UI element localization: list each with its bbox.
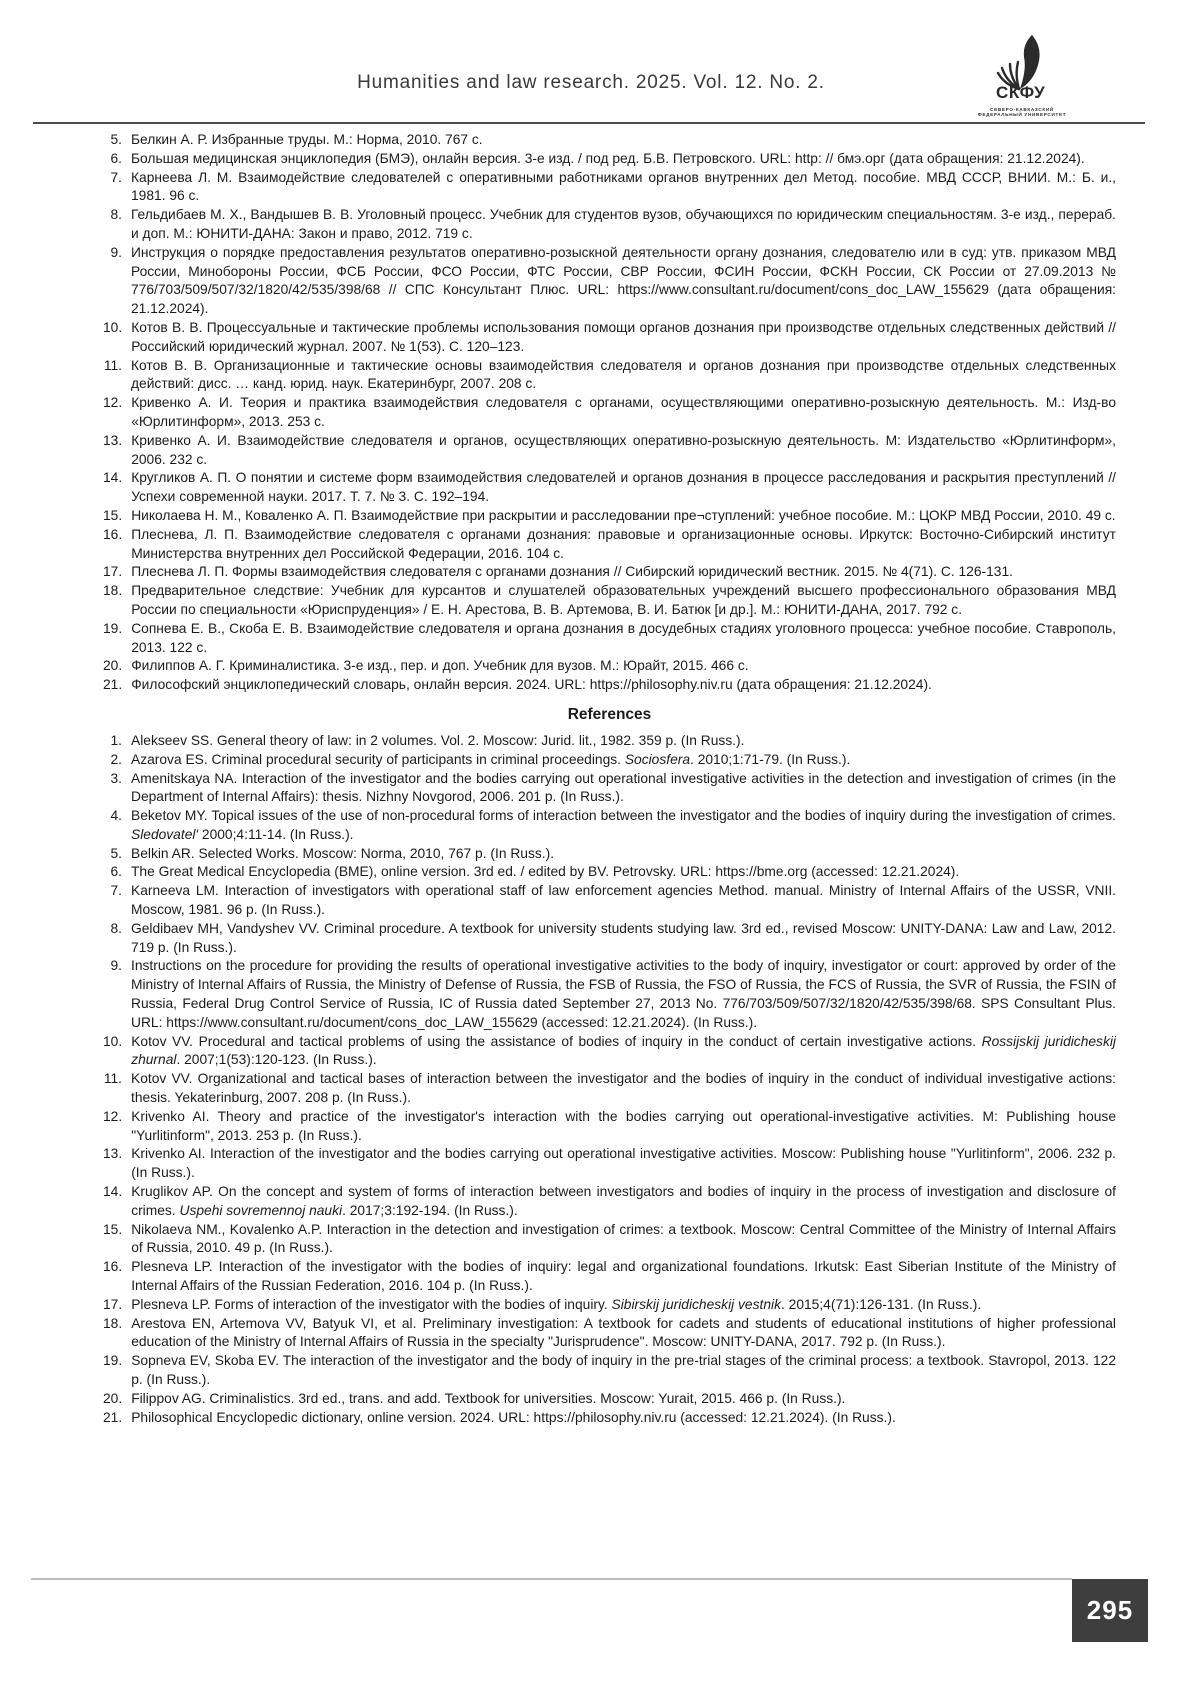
reference-text-segment: Plesneva LP. Interaction of the investigator with the bodies of inquiry: legal and organizational foundations. Irkutsk: East Siberian Institute of the Ministry of Internal Affairs of the Russian Federation, 2016. 104 p. (In Russ.). <box>131 1259 1116 1294</box>
reference-item <box>103 676 1116 695</box>
reference-text-segment: Geldibaev MH, Vandyshev VV. Criminal procedure. A textbook for university students studying law. 3rd ed., revised Moscow: UNITY-DANA: Law and Law, 2012. 719 p. (In Russ.). <box>131 920 1116 955</box>
reference-number: 9. <box>110 958 122 974</box>
reference-item <box>103 1108 1116 1146</box>
reference-number: 12. <box>103 1108 123 1124</box>
reference-item <box>103 582 1116 620</box>
reference-text <box>131 657 1116 676</box>
reference-text-segment: Plesneva LP. Forms of interaction of the investigator with the bodies of inquiry. <box>131 1296 612 1312</box>
reference-number: 10. <box>103 319 123 335</box>
reference-text <box>131 1352 1116 1390</box>
reference-text <box>131 582 1116 620</box>
reference-text-segment: . 2017;3:192-194. (In Russ.). <box>342 1202 518 1218</box>
reference-text <box>131 676 1116 695</box>
reference-text <box>131 770 1116 808</box>
reference-number: 5. <box>110 132 122 147</box>
reference-text-segment: . 2015;4(71):126-131. (In Russ.). <box>780 1296 982 1312</box>
reference-text <box>131 150 1116 169</box>
reference-number: 14. <box>103 470 123 486</box>
reference-item <box>103 432 1116 470</box>
reference-text-segment: Instructions on the procedure for providing the results of operational investigative activities to the body of inquiry, investigator or court: approved by order of the Ministry of Internal Affairs of Russia, the Ministry of Defense of Russia, the FSB of Russia, the FSO of Russia, the FCS of Russia, the SVR of Russia, the FSIN of Russia, Federal Drug Control Service of Russia, IC of Russia dated September 27, 2013 No. 776/703/509/507/32/1820/42/535/398/68. SPS Consultant Plus. URL: https://www.consultant.ru/document/cons_doc_LAW_155629 (accessed: 12.21.2024). (In Russ.). <box>131 958 1116 1030</box>
reference-text-segment: Nikolaeva NM., Kovalenko A.P. Interaction in the detection and investigation of crimes: a textbook. Moscow: Central Committee of the Ministry of Internal Affairs of Russia, 2010. 49 p. (In Russ.). <box>131 1221 1116 1256</box>
reference-number: 3. <box>110 770 122 786</box>
reference-item <box>103 807 1116 845</box>
reference-text <box>131 357 1116 395</box>
reference-text-segment: Белкин А. Р. Избранные труды. М.: Норма, 2010. 767 с. <box>131 132 483 147</box>
reference-number: 19. <box>103 1353 123 1369</box>
reference-number: 19. <box>103 620 123 636</box>
reference-text-segment: The Great Medical Encyclopedia (BME), online version. 3rd ed. / edited by BV. Petrovsky. URL: https://bme.org (accessed: 12.21.2024). <box>131 864 960 880</box>
reference-text <box>131 1070 1116 1108</box>
reference-text-segment: Котов В. В. Организационные и тактические основы взаимодействия следователя и органов дознания при производстве отдельных следственных действий: дисс. … канд. юрид. наук. Екатеринбург, 2007. 208 с. <box>131 357 1116 392</box>
reference-text <box>131 807 1116 845</box>
reference-text-segment: Azarova ES. Criminal procedural security of participants in criminal proceedings. <box>131 751 625 767</box>
reference-text-segment: Карнеева Л. М. Взаимодействие следователей с оперативными работниками органов внутренних дел Метод. пособие. МВД СССР, ВНИИ. М.: Б. и., 1981. 96 с. <box>131 169 1116 204</box>
reference-number: 16. <box>103 526 123 542</box>
reference-number: 7. <box>110 883 122 899</box>
reference-text-segment: Сопнева Е. В., Скоба Е. В. Взаимодействие следователя и органа дознания в досудебных стадиях уголовного процесса: учебное пособие. Ставрополь, 2013. 122 с. <box>131 620 1116 655</box>
logo-acronym: СКФУ <box>996 83 1046 102</box>
reference-item <box>103 526 1116 564</box>
reference-item <box>103 657 1116 676</box>
reference-text-segment: Filippov AG. Criminalistics. 3rd ed., trans. and add. Textbook for universities. Moscow: Yurait, 2015. 466 p. (In Russ.). <box>131 1390 846 1406</box>
reference-item <box>103 751 1116 770</box>
reference-number: 11. <box>103 1071 122 1087</box>
reference-text <box>131 1183 1116 1221</box>
reference-text <box>131 469 1116 507</box>
reference-text <box>131 1108 1116 1146</box>
reference-item <box>103 469 1116 507</box>
reference-text <box>131 1033 1116 1071</box>
reference-item <box>103 169 1116 207</box>
reference-text <box>131 1315 1116 1353</box>
reference-number: 17. <box>103 1296 123 1312</box>
reference-item <box>103 319 1116 357</box>
reference-text-segment: Филиппов А. Г. Криминалистика. 3-е изд., пер. и доп. Учебник для вузов. М.: Юрайт, 2015. 466 с. <box>131 658 749 674</box>
reference-text-segment: Большая медицинская энциклопедия (БМЭ), онлайн версия. 3-е изд. / под ред. Б.В. Петровского. URL: http: // бмэ.орг (дата обращения: 21.12.2024). <box>131 150 1085 166</box>
reference-text-segment: Beketov MY. Topical issues of the use of non-procedural forms of interaction between the investigator and the bodies of inquiry during the investigation of crimes. <box>131 808 1116 824</box>
reference-text-segment: Kotov VV. Organizational and tactical bases of interaction between the investigator and the bodies of inquiry in the conduct of individual investigative actions: thesis. Yekaterinburg, 2007. 208 p. (In Russ.). <box>131 1071 1116 1106</box>
reference-text-segment: Sopneva EV, Skoba EV. The interaction of the investigator and the body of inquiry in the pre-trial stages of the criminal process: a textbook. Stavropol, 2013. 122 p. (In Russ.). <box>131 1353 1116 1387</box>
reference-text-segment: Философский энциклопедический словарь, онлайн версия. 2024. URL: https://philosophy.niv.ru (дата обращения: 21.12.2024). <box>131 677 932 693</box>
reference-text-segment: Кругликов А. П. О понятии и системе форм взаимодействия следователей и органов дознания в процессе расследования и раскрытия преступлений // Успехи современной науки. 2017. Т. 7. № 3. С. 192–194. <box>131 470 1116 505</box>
reference-number: 15. <box>103 507 123 523</box>
reference-text-segment: . 2010;1:71-79. (In Russ.). <box>690 751 851 767</box>
reference-text-segment: Krivenko AI. Interaction of the investigator and the bodies carrying out operational investigative activities. Moscow: Publishing house "Yurlitinform", 2006. 232 p. (In Russ.). <box>131 1146 1116 1181</box>
reference-item <box>103 845 1116 864</box>
header-rule <box>33 122 1145 124</box>
reference-item <box>103 131 1116 150</box>
reference-item <box>103 1390 1116 1409</box>
reference-text <box>131 863 1116 882</box>
reference-text <box>131 1409 1116 1428</box>
reference-item <box>103 1409 1116 1428</box>
reference-number: 13. <box>103 1146 123 1162</box>
english-references-list <box>103 732 1116 1427</box>
reference-text <box>131 131 1116 150</box>
reference-number: 17. <box>103 564 123 580</box>
reference-item <box>103 1258 1116 1296</box>
reference-number: 2. <box>110 751 122 767</box>
reference-text-segment: Кривенко А. И. Теория и практика взаимодействия следователя с органами, осуществляющими оперативно-розыскную деятельность. М.: Изд-во «Юрлитинформ», 2013. 253 с. <box>131 395 1116 429</box>
reference-number: 9. <box>110 244 122 260</box>
reference-number: 6. <box>110 864 122 880</box>
reference-text-segment: Kotov VV. Procedural and tactical problems of using the assistance of bodies of inquiry in the conduct of certain investigative actions. <box>131 1033 982 1049</box>
footer-rule <box>31 1578 1072 1580</box>
reference-text <box>131 507 1116 526</box>
reference-text-italic-segment: Uspehi sovremennoj nauki <box>179 1202 343 1218</box>
reference-text-segment: Kruglikov AP. On the concept and system of forms of interaction between investigators and bodies of inquiry in the process of investigation and disclosure of crimes. <box>131 1184 1116 1218</box>
logo-subtitle-line2: ФЕДЕРАЛЬНЫЙ УНИВЕРСИТЕТ <box>977 112 1067 118</box>
reference-number: 11. <box>103 357 122 373</box>
reference-number: 7. <box>110 169 122 185</box>
reference-number: 20. <box>103 658 123 674</box>
reference-number: 10. <box>103 1033 123 1049</box>
reference-item <box>103 863 1116 882</box>
reference-text <box>131 432 1116 470</box>
reference-item <box>103 1352 1116 1390</box>
reference-number: 8. <box>110 920 122 936</box>
reference-text-segment: . 2007;1(53):120-123. (In Russ.). <box>176 1052 377 1068</box>
reference-text-segment: 2000;4:11-14. (In Russ.). <box>198 826 354 842</box>
reference-text-segment: Philosophical Encyclopedic dictionary, online version. 2024. URL: https://philosophy.niv.ru (accessed: 12.21.2024). (In Russ.). <box>131 1409 896 1425</box>
reference-text-segment: Инструкция о порядке предоставления результатов оперативно-розыскной деятельности органу дознания, следователю или в суд: утв. приказом МВД России, Минобороны России, ФСБ России, ФСО России, ФТС России, СВР России, ФСИН России, ФСКН России, СК России от 27.09.2013 № 776/703/509/507/32/1820/42/535/398/68 // СПС Консультант Плюс. URL: https://www.consultant.ru/document/cons_doc_LAW_155629 (дата обращения: 21.12.2024). <box>131 244 1116 317</box>
reference-text <box>131 1390 1116 1409</box>
reference-item <box>103 882 1116 920</box>
references-content <box>103 131 1116 1427</box>
reference-item <box>103 1033 1116 1071</box>
reference-text-italic-segment: Sibirskij juridicheskij vestnik <box>611 1296 781 1312</box>
reference-number: 12. <box>103 395 123 411</box>
reference-text <box>131 732 1116 751</box>
reference-text <box>131 1221 1116 1259</box>
reference-text <box>131 206 1116 244</box>
reference-item <box>103 1296 1116 1315</box>
reference-text-segment: Николаева Н. М., Коваленко А. П. Взаимодействие при раскрытии и расследовании пре¬ступлений: учебное пособие. М.: ЦОКР МВД России, 2010. 49 с. <box>131 507 1116 523</box>
reference-text-italic-segment: Sociosfera <box>624 751 691 767</box>
reference-text <box>131 1258 1116 1296</box>
reference-item <box>103 1183 1116 1221</box>
reference-text <box>131 620 1116 658</box>
reference-text <box>131 526 1116 564</box>
reference-text-segment: Karneeva LM. Interaction of investigators with operational staff of law enforcement agencies Method. manual. Ministry of Internal Affairs of the USSR, VNII. Moscow, 1981. 96 p. (In Russ.). <box>131 883 1116 918</box>
page-number: 295 <box>1086 1595 1134 1625</box>
reference-number: 4. <box>110 808 122 824</box>
page-title: Humanities and law research. 2025. Vol. 12. No. 2. <box>357 72 825 93</box>
reference-item <box>103 1221 1116 1259</box>
reference-item <box>103 357 1116 395</box>
reference-item <box>103 563 1116 582</box>
reference-item <box>103 957 1116 1032</box>
reference-item <box>103 1145 1116 1183</box>
reference-text-segment: Belkin AR. Selected Works. Moscow: Norma, 2010, 767 p. (In Russ.). <box>131 845 555 861</box>
reference-number: 16. <box>103 1259 123 1275</box>
reference-text <box>131 563 1116 582</box>
reference-text-segment: Кривенко А. И. Взаимодействие следователя и органов, осуществляющих оперативно-розыскную деятельность. М: Издательство «Юрлитинформ», 2006. 232 с. <box>131 432 1116 467</box>
reference-text <box>131 1145 1116 1183</box>
reference-text-segment: Предварительное следствие: Учебник для курсантов и слушателей образовательных учреждений высшего профессионального образования МВД России по специальности «Юриспруденция» / Е. Н. Арестова, В. В. Артемова, В. И. Батюк [и др.]. М.: ЮНИТИ-ДАНА, 2017. 792 с. <box>131 583 1116 617</box>
reference-item <box>103 732 1116 751</box>
page-number-badge <box>1072 1579 1148 1642</box>
reference-text-segment: Amenitskaya NA. Interaction of the investigator and the bodies carrying out operational investigative activities in the detection and investigation of crimes (in the Department of Internal Affairs): thesis. Nizhny Novgorod, 2006. 201 p. (In Russ.). <box>131 770 1116 805</box>
reference-number: 18. <box>103 1315 123 1331</box>
reference-text-segment: Arestova EN, Artemova VV, Batyuk VI, et al. Preliminary investigation: A textbook for cadets and students of educational institutions of higher professional education of the Ministry of Internal Affairs of Russia in the specialty "Jurisprudence". Moscow: UNITY-DANA, 2017. 792 p. (In Russ.). <box>131 1315 1116 1350</box>
reference-item <box>103 206 1116 244</box>
reference-number: 8. <box>110 207 122 223</box>
reference-item <box>103 244 1116 319</box>
reference-text <box>131 920 1116 958</box>
reference-number: 5. <box>110 845 122 861</box>
reference-text <box>131 1296 1116 1315</box>
reference-text-segment: Alekseev SS. General theory of law: in 2 volumes. Vol. 2. Moscow: Jurid. lit., 1982. 359 p. (In Russ.). <box>131 732 745 748</box>
reference-text-segment: Плеснева Л. П. Формы взаимодействия следователя с органами дознания // Сибирский юридический вестник. 2015. № 4(71). С. 126-131. <box>131 564 1013 580</box>
reference-text-segment: Гельдибаев М. Х., Вандышев В. В. Уголовный процесс. Учебник для студентов вузов, обучающихся по юридическим специальностям. 3-е изд., перераб. и доп. М.: ЮНИТИ-ДАНА: Закон и право, 2012. 719 с. <box>131 207 1116 241</box>
reference-item <box>103 920 1116 958</box>
reference-item <box>103 507 1116 526</box>
reference-item <box>103 770 1116 808</box>
reference-number: 21. <box>103 677 123 693</box>
reference-text <box>131 751 1116 770</box>
reference-item <box>103 620 1116 658</box>
references-heading: References <box>567 705 652 723</box>
reference-text <box>131 169 1116 207</box>
reference-text-italic-segment: Rossijskij juridicheskij zhurnal <box>131 1033 1116 1068</box>
reference-item <box>103 150 1116 169</box>
reference-number: 14. <box>103 1184 123 1200</box>
reference-text-segment: Котов В. В. Процессуальные и тактические проблемы использования помощи органов дознания при производстве отдельных следственных действий // Российский юридический журнал. 2007. № 1(53). С. 120–123. <box>131 319 1116 354</box>
logo-subtitle-line1: СЕВЕРО-КАВКАЗСКИЙ <box>990 107 1054 112</box>
reference-number: 15. <box>103 1221 123 1237</box>
reference-number: 1. <box>110 732 122 748</box>
reference-text <box>131 244 1116 319</box>
reference-text-segment: Krivenko AI. Theory and practice of the investigator's interaction with the bodies carrying out operational-investigative activities. M: Publishing house "Yurlitinform", 2013. 253 p. (In Russ.). <box>131 1108 1116 1143</box>
reference-number: 6. <box>110 150 122 166</box>
russian-references-list <box>103 131 1116 695</box>
reference-item <box>103 1315 1116 1353</box>
reference-number: 21. <box>103 1409 123 1425</box>
reference-text <box>131 882 1116 920</box>
reference-number: 18. <box>103 583 123 599</box>
reference-item <box>103 394 1116 432</box>
reference-number: 13. <box>103 432 123 448</box>
reference-text <box>131 319 1116 357</box>
reference-text-segment: Плеснева, Л. П. Взаимодействие следователя с органами дознания: правовые и организационные основы. Иркутск: Восточно-Сибирский институт Министерства внутренних дел Российской Федерации, 2016. 104 с. <box>131 526 1116 561</box>
reference-text <box>131 394 1116 432</box>
reference-text-italic-segment: Sledovatel' <box>131 826 199 842</box>
reference-item <box>103 1070 1116 1108</box>
logo-subtitle <box>972 107 1072 118</box>
reference-text <box>131 845 1116 864</box>
reference-text <box>131 957 1116 1032</box>
reference-number: 20. <box>103 1390 123 1406</box>
